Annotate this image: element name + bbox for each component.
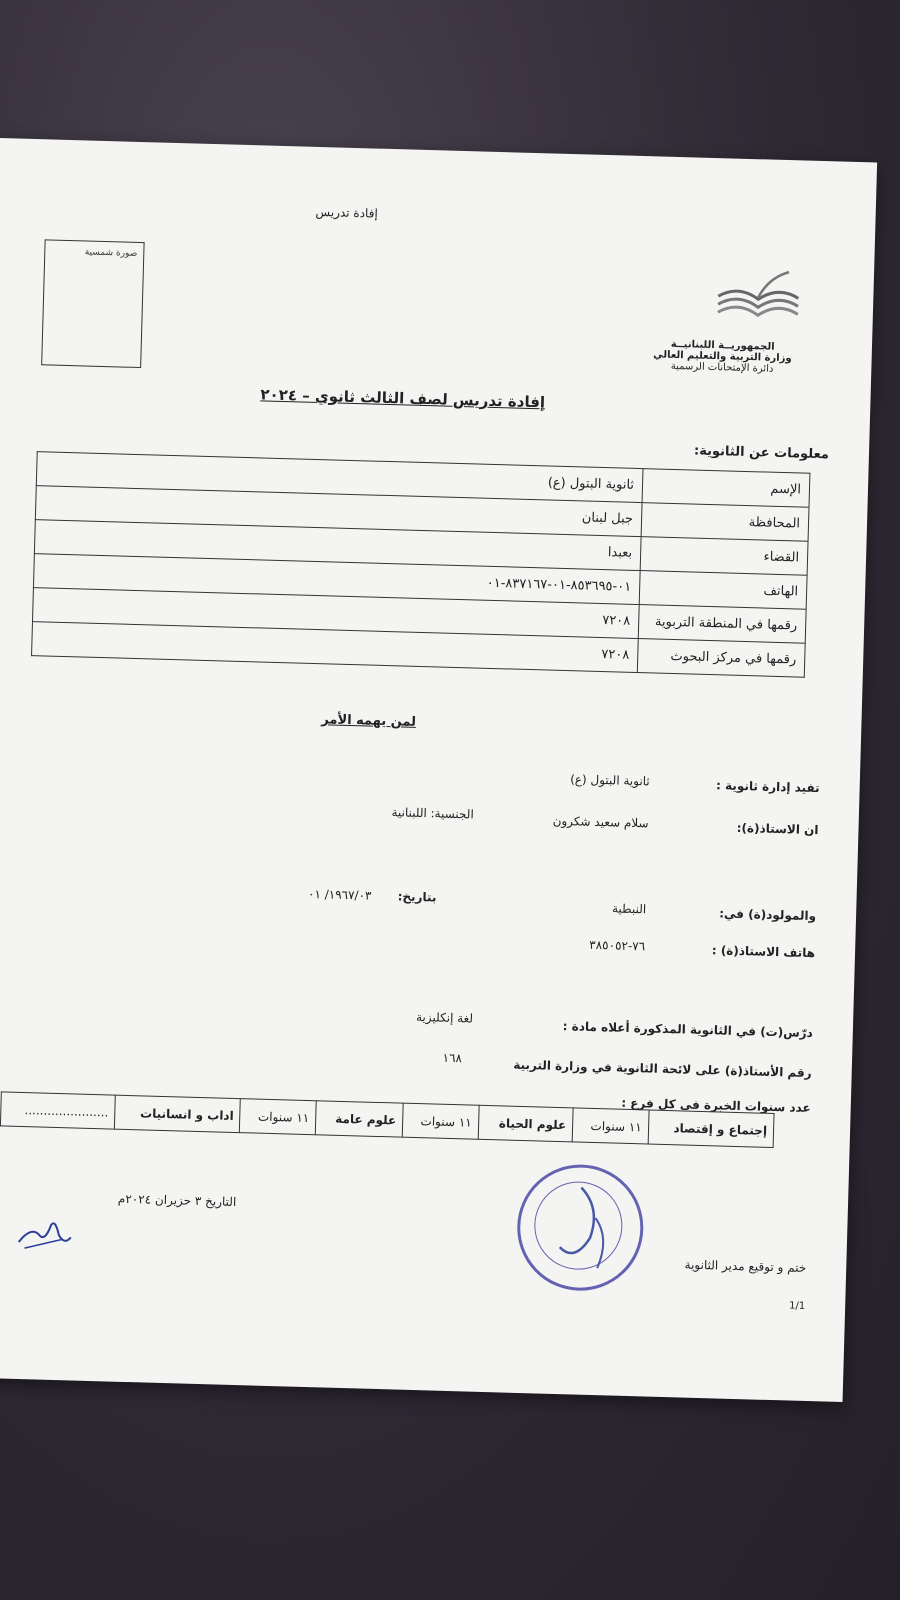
subject-label: درّس(ت) في الثانوية المذكورة أعلاه مادة :	[562, 1019, 814, 1041]
info-value: ٧٢٠٨	[32, 588, 639, 639]
born-label: والمولود(ة) في:	[719, 906, 817, 924]
teacher-value: سلام سعيد شكرون	[552, 813, 649, 831]
phone-value: ٧٦-٣٨٥٠٥٢	[589, 937, 646, 954]
teacher-label: ان الاستاذ(ة):	[736, 820, 819, 838]
admin-label: تفيد إدارة ثانوية :	[715, 778, 820, 796]
page-number: 1/1	[788, 1300, 806, 1312]
nationality: الجنسية: اللبنانية	[391, 805, 474, 822]
birth-date-label: بتاريخ:	[397, 889, 437, 905]
info-label: الإسم	[642, 469, 810, 508]
subject-value: لغة إنكليزية	[415, 1009, 474, 1026]
branch-years: ١١ سنوات	[572, 1108, 648, 1144]
page-title: إفادة تدريس لصف الثالث ثانوي – ٢٠٢٤	[260, 385, 546, 412]
ministry-logo-icon	[712, 266, 804, 338]
info-label: الهاتف	[639, 571, 807, 610]
top-label: إفادة تدريس	[315, 204, 378, 221]
branch-name: اداب و انسانيات	[114, 1095, 240, 1132]
seal-signature-label: ختم و توقيع مدير الثانوية	[684, 1257, 807, 1275]
branch-years: ١١ سنوات	[240, 1099, 316, 1135]
ministry-line-2: وزارة التربية والتعليم العالي	[653, 349, 792, 365]
birth-date-value: ١٩٦٧/٠٣/ ٠١	[307, 886, 372, 903]
info-value: بعبدا	[34, 520, 641, 571]
staff-number-value: ١٦٨	[442, 1050, 463, 1066]
branch-name: علوم عامة	[315, 1101, 403, 1137]
years-label: عدد سنوات الخبرة في كل فرع :	[621, 1095, 811, 1116]
school-info-table	[31, 451, 810, 678]
info-value: ٧٢٠٨	[32, 622, 639, 673]
ministry-line-1: الجمهوريــة اللبنانيــة	[670, 338, 775, 353]
phone-label: هاتف الاستاذ(ة) :	[711, 943, 816, 961]
ministry-header	[653, 338, 792, 375]
info-label: القضاء	[640, 537, 808, 576]
branch-years: ١١ سنوات	[402, 1103, 478, 1139]
info-label: رقمها في المنطقة التربوية	[638, 605, 806, 644]
branch-name: علوم الحياة	[478, 1105, 573, 1142]
info-label: المحافظة	[641, 503, 809, 542]
info-label: رقمها في مركز البحوث	[637, 639, 805, 678]
born-value: النبطية	[611, 901, 647, 917]
handwritten-signature-icon	[14, 1214, 75, 1256]
branch-years: ......................	[0, 1092, 115, 1129]
stamp-lettering	[519, 1166, 642, 1289]
info-value: ثانوية البتول (ع)	[36, 452, 643, 503]
to-whom-heading: لمن يهمه الأمر	[321, 712, 417, 730]
info-value: ٠١-٨٥٣٦٩٥-٠١-٨٣٧١٦٧-٠١	[33, 554, 640, 605]
info-value: جبل لبنان	[35, 486, 642, 537]
document-page	[0, 138, 877, 1402]
school-info-heading: معلومات عن الثانوية:	[693, 443, 830, 463]
school-stamp-icon	[516, 1163, 645, 1292]
document-date: التاريخ ٣ حزيران ٢٠٢٤م	[117, 1191, 237, 1210]
admin-value: ثانوية البتول (ع)	[569, 772, 650, 789]
staff-number-label: رقم الأستاذ(ة) على لائحة الثانوية في وزارة التربية	[513, 1057, 812, 1081]
photo-label: صورة شمسية	[84, 247, 138, 259]
photo-box	[41, 239, 144, 368]
branch-name: إجتماع و إقتصاد	[648, 1110, 774, 1147]
ministry-line-3: دائرة الإمتحانات الرسمية	[670, 360, 774, 375]
